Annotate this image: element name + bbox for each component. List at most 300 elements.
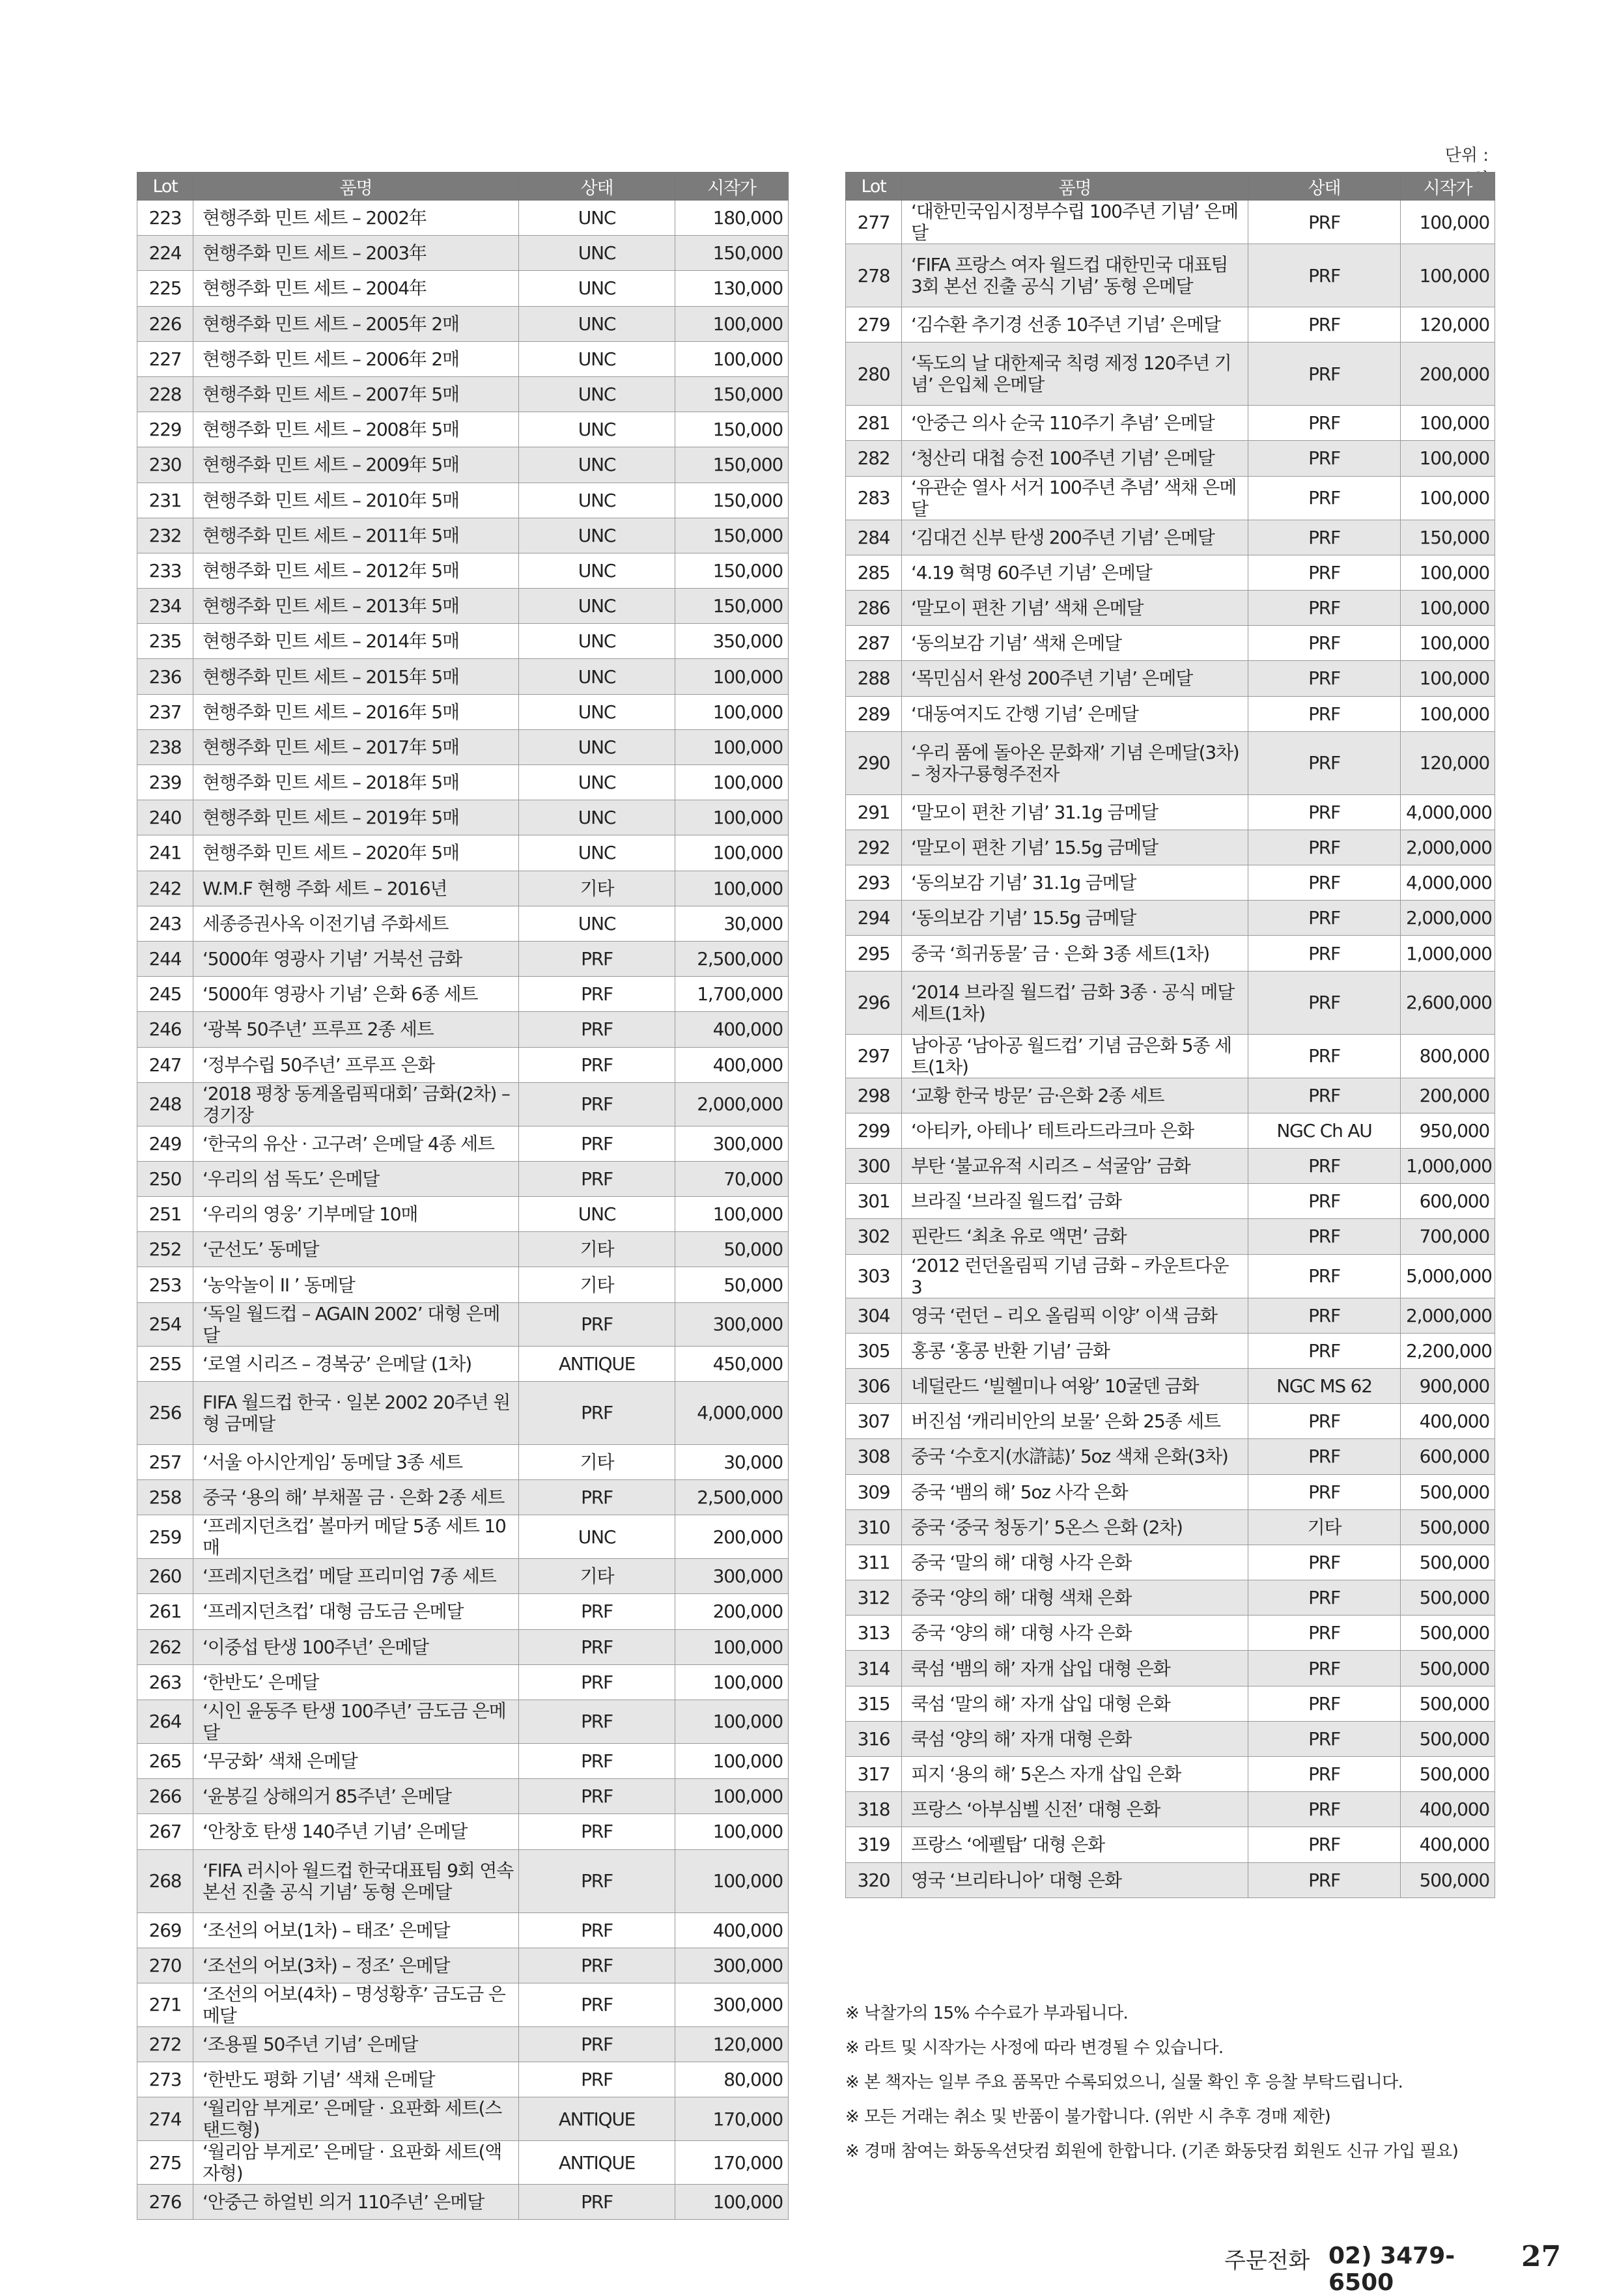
status-cell: PRF bbox=[1248, 1404, 1401, 1439]
table-row bbox=[137, 1849, 789, 1912]
name-cell: 중국 ‘말의 해’ 대형 사각 은화 bbox=[902, 1545, 1248, 1580]
table-row bbox=[137, 201, 789, 236]
table-row bbox=[137, 2026, 789, 2062]
table-row bbox=[137, 376, 789, 412]
lot-cell: 242 bbox=[137, 871, 193, 906]
table-row bbox=[137, 1700, 789, 1743]
status-cell: UNC bbox=[519, 518, 675, 553]
table-row bbox=[137, 483, 789, 518]
lot-cell: 246 bbox=[137, 1012, 193, 1047]
name-cell: 현행주화 민트 세트 – 2005年 2매 bbox=[193, 306, 519, 341]
lot-cell: 314 bbox=[846, 1651, 902, 1686]
status-cell: PRF bbox=[1248, 520, 1401, 555]
name-cell: ‘광복 50주년’ 프루프 2종 세트 bbox=[193, 1012, 519, 1047]
table-row bbox=[846, 1149, 1495, 1184]
table-row bbox=[846, 626, 1495, 661]
lot-rows-left bbox=[137, 201, 789, 2220]
price-cell: 100,000 bbox=[675, 1629, 789, 1664]
status-cell: PRF bbox=[519, 1302, 675, 1346]
price-cell: 150,000 bbox=[675, 236, 789, 271]
status-cell: UNC bbox=[519, 624, 675, 659]
lot-cell: 285 bbox=[846, 555, 902, 590]
name-cell: ‘시인 윤동주 탄생 100주년’ 금도금 은메달 bbox=[193, 1700, 519, 1743]
price-cell: 100,000 bbox=[675, 871, 789, 906]
table-header bbox=[137, 173, 789, 201]
table-row bbox=[137, 341, 789, 376]
status-cell: PRF bbox=[1248, 626, 1401, 661]
name-cell: 현행주화 민트 세트 – 2012年 5매 bbox=[193, 553, 519, 588]
lot-cell: 269 bbox=[137, 1912, 193, 1948]
table-row bbox=[137, 2141, 789, 2185]
name-cell: ‘동의보감 기념’ 색채 은메달 bbox=[902, 626, 1248, 661]
lot-cell: 297 bbox=[846, 1034, 902, 1078]
name-cell: ‘안중근 하얼빈 의거 110주년’ 은메달 bbox=[193, 2185, 519, 2220]
lot-cell: 307 bbox=[846, 1404, 902, 1439]
table-row bbox=[846, 1792, 1495, 1827]
header-status: 상태 bbox=[519, 173, 675, 201]
status-cell: UNC bbox=[519, 447, 675, 483]
status-cell: ANTIQUE bbox=[519, 2141, 675, 2185]
price-cell: 180,000 bbox=[675, 201, 789, 236]
price-cell: 100,000 bbox=[675, 1743, 789, 1778]
name-cell: 세종증권사옥 이전기념 주화세트 bbox=[193, 906, 519, 941]
name-cell: ‘프레지던츠컵’ 메달 프리미엄 7종 세트 bbox=[193, 1559, 519, 1594]
table-row bbox=[137, 871, 789, 906]
price-cell: 100,000 bbox=[675, 659, 789, 694]
lot-cell: 306 bbox=[846, 1368, 902, 1403]
name-cell: 중국 ‘양의 해’ 대형 색채 은화 bbox=[902, 1580, 1248, 1616]
lot-cell: 258 bbox=[137, 1480, 193, 1515]
name-cell: ‘4.19 혁명 60주년 기념’ 은메달 bbox=[902, 555, 1248, 590]
price-cell: 200,000 bbox=[675, 1594, 789, 1629]
price-cell: 100,000 bbox=[675, 800, 789, 835]
status-cell: PRF bbox=[1248, 1219, 1401, 1254]
status-cell: UNC bbox=[519, 271, 675, 306]
table-row bbox=[846, 1545, 1495, 1580]
lot-cell: 263 bbox=[137, 1664, 193, 1700]
status-cell: PRF bbox=[519, 941, 675, 976]
price-cell: 1,000,000 bbox=[1401, 1149, 1495, 1184]
lot-cell: 301 bbox=[846, 1184, 902, 1219]
price-cell: 600,000 bbox=[1401, 1439, 1495, 1474]
name-cell: ‘조선의 어보(1차) – 태조’ 은메달 bbox=[193, 1912, 519, 1948]
table-row bbox=[846, 1616, 1495, 1651]
lot-cell: 224 bbox=[137, 236, 193, 271]
price-cell: 30,000 bbox=[675, 906, 789, 941]
status-cell: PRF bbox=[519, 1629, 675, 1664]
header-price: 시작가 bbox=[1401, 173, 1495, 201]
status-cell: PRF bbox=[519, 1948, 675, 1983]
lot-cell: 254 bbox=[137, 1302, 193, 1346]
price-cell: 500,000 bbox=[1401, 1686, 1495, 1721]
price-cell: 400,000 bbox=[675, 1912, 789, 1948]
name-cell: 네덜란드 ‘빌헬미나 여왕’ 10굴덴 금화 bbox=[902, 1368, 1248, 1403]
name-cell: 영국 ‘런던 – 리오 올림픽 이양’ 이색 금화 bbox=[902, 1298, 1248, 1333]
table-row bbox=[137, 1664, 789, 1700]
lot-cell: 232 bbox=[137, 518, 193, 553]
price-cell: 100,000 bbox=[1401, 406, 1495, 441]
table-row bbox=[137, 1346, 789, 1381]
status-cell: PRF bbox=[519, 2185, 675, 2220]
name-cell: 프랑스 ‘에펠탑’ 대형 은화 bbox=[902, 1827, 1248, 1862]
lot-cell: 312 bbox=[846, 1580, 902, 1616]
lot-cell: 243 bbox=[137, 906, 193, 941]
status-cell: PRF bbox=[519, 1480, 675, 1515]
lot-cell: 226 bbox=[137, 306, 193, 341]
table-row bbox=[846, 1333, 1495, 1368]
name-cell: ‘한국의 유산 · 고구려’ 은메달 4종 세트 bbox=[193, 1126, 519, 1161]
status-cell: PRF bbox=[1248, 1580, 1401, 1616]
name-cell: ‘2018 평창 동계올림픽대회’ 금화(2차) – 경기장 bbox=[193, 1082, 519, 1126]
price-cell: 100,000 bbox=[1401, 626, 1495, 661]
status-cell: PRF bbox=[519, 1161, 675, 1196]
table-row bbox=[137, 977, 789, 1012]
table-row bbox=[846, 661, 1495, 696]
table-row bbox=[137, 518, 789, 553]
table-row bbox=[846, 1474, 1495, 1509]
status-cell: PRF bbox=[1248, 244, 1401, 307]
table-row bbox=[137, 1912, 789, 1948]
lot-cell: 294 bbox=[846, 901, 902, 936]
name-cell: ‘FIFA 러시아 월드컵 한국대표팀 9회 연속 본선 진출 공식 기념’ 동형 은메달 bbox=[193, 1849, 519, 1912]
status-cell: 기타 bbox=[519, 1559, 675, 1594]
status-cell: PRF bbox=[519, 2062, 675, 2097]
lot-cell: 274 bbox=[137, 2097, 193, 2141]
status-cell: 기타 bbox=[519, 1444, 675, 1479]
status-cell: PRF bbox=[519, 1012, 675, 1047]
name-cell: ‘한반도 평화 기념’ 색채 은메달 bbox=[193, 2062, 519, 2097]
lot-table-left bbox=[137, 172, 789, 2220]
notes bbox=[845, 1996, 1503, 2169]
table-row bbox=[137, 1948, 789, 1983]
price-cell: 400,000 bbox=[1401, 1792, 1495, 1827]
lot-cell: 251 bbox=[137, 1197, 193, 1232]
price-cell: 150,000 bbox=[675, 483, 789, 518]
name-cell: ‘윤봉길 상해의거 85주년’ 은메달 bbox=[193, 1779, 519, 1814]
status-cell: 기타 bbox=[519, 871, 675, 906]
lot-cell: 303 bbox=[846, 1254, 902, 1298]
price-cell: 150,000 bbox=[675, 412, 789, 447]
name-cell: 영국 ‘브리타니아’ 대형 은화 bbox=[902, 1862, 1248, 1897]
price-cell: 2,000,000 bbox=[1401, 901, 1495, 936]
lot-cell: 249 bbox=[137, 1126, 193, 1161]
lot-cell: 240 bbox=[137, 800, 193, 835]
status-cell: PRF bbox=[1248, 865, 1401, 901]
status-cell: PRF bbox=[519, 1983, 675, 2026]
price-cell: 700,000 bbox=[1401, 1219, 1495, 1254]
name-cell: ‘청산리 대첩 승전 100주년 기념’ 은메달 bbox=[902, 441, 1248, 476]
lot-cell: 262 bbox=[137, 1629, 193, 1664]
lot-cell: 235 bbox=[137, 624, 193, 659]
name-cell: 버진섬 ‘캐리비안의 보물’ 은화 25종 세트 bbox=[902, 1404, 1248, 1439]
status-cell: UNC bbox=[519, 800, 675, 835]
name-cell: ‘김대건 신부 탄생 200주년 기념’ 은메달 bbox=[902, 520, 1248, 555]
status-cell: UNC bbox=[519, 341, 675, 376]
name-cell: ‘독도의 날 대한제국 칙령 제정 120주년 기념’ 은입체 은메달 bbox=[902, 343, 1248, 406]
status-cell: PRF bbox=[1248, 1184, 1401, 1219]
status-cell: PRF bbox=[1248, 901, 1401, 936]
status-cell: PRF bbox=[1248, 1862, 1401, 1897]
lot-cell: 231 bbox=[137, 483, 193, 518]
table-row bbox=[137, 1814, 789, 1849]
table-row bbox=[846, 971, 1495, 1034]
table-row bbox=[137, 659, 789, 694]
status-cell: PRF bbox=[1248, 1616, 1401, 1651]
table-row bbox=[137, 1267, 789, 1302]
lot-cell: 250 bbox=[137, 1161, 193, 1196]
note-item: ※ 모든 거래는 취소 및 반품이 불가합니다. (위반 시 추후 경매 제한) bbox=[845, 2107, 1331, 2127]
name-cell: ‘정부수립 50주년’ 프루프 은화 bbox=[193, 1047, 519, 1082]
lot-cell: 268 bbox=[137, 1849, 193, 1912]
price-cell: 500,000 bbox=[1401, 1580, 1495, 1616]
name-cell: ‘조선의 어보(3차) – 정조’ 은메달 bbox=[193, 1948, 519, 1983]
price-cell: 100,000 bbox=[675, 341, 789, 376]
status-cell: PRF bbox=[1248, 1439, 1401, 1474]
header-name: 품명 bbox=[193, 173, 519, 201]
table-row bbox=[137, 835, 789, 871]
lot-cell: 230 bbox=[137, 447, 193, 483]
lot-cell: 234 bbox=[137, 589, 193, 624]
status-cell: PRF bbox=[519, 1381, 675, 1444]
status-cell: 기타 bbox=[519, 1267, 675, 1302]
name-cell: 남아공 ‘남아공 월드컵’ 기념 금은화 5종 세트(1차) bbox=[902, 1034, 1248, 1078]
name-cell: 현행주화 민트 세트 – 2017年 5매 bbox=[193, 729, 519, 764]
status-cell: UNC bbox=[519, 694, 675, 729]
lot-cell: 244 bbox=[137, 941, 193, 976]
table-row bbox=[846, 476, 1495, 520]
name-cell: 중국 ‘수호지(水滸誌)’ 5oz 색채 은화(3차) bbox=[902, 1439, 1248, 1474]
status-cell: PRF bbox=[1248, 590, 1401, 625]
table-row bbox=[846, 1034, 1495, 1078]
lot-cell: 282 bbox=[846, 441, 902, 476]
price-cell: 2,500,000 bbox=[675, 1480, 789, 1515]
name-cell: 피지 ‘용의 해’ 5온스 자개 삽입 은화 bbox=[902, 1757, 1248, 1792]
name-cell: ‘프레지던츠컵’ 대형 금도금 은메달 bbox=[193, 1594, 519, 1629]
name-cell: 쿡섬 ‘말의 해’ 자개 삽입 대형 은화 bbox=[902, 1686, 1248, 1721]
price-cell: 170,000 bbox=[675, 2141, 789, 2185]
table-row bbox=[846, 1254, 1495, 1298]
price-cell: 300,000 bbox=[675, 1559, 789, 1594]
name-cell: 현행주화 민트 세트 – 2018年 5매 bbox=[193, 765, 519, 800]
name-cell: ‘대동여지도 간행 기념’ 은메달 bbox=[902, 696, 1248, 731]
price-cell: 100,000 bbox=[675, 1700, 789, 1743]
name-cell: ‘무궁화’ 색채 은메달 bbox=[193, 1743, 519, 1778]
name-cell: ‘5000年 영광사 기념’ 거북선 금화 bbox=[193, 941, 519, 976]
name-cell: ‘안중근 의사 순국 110주기 추념’ 은메달 bbox=[902, 406, 1248, 441]
lot-cell: 228 bbox=[137, 376, 193, 412]
price-cell: 2,000,000 bbox=[1401, 1298, 1495, 1333]
price-cell: 500,000 bbox=[1401, 1616, 1495, 1651]
table-row bbox=[137, 1047, 789, 1082]
price-cell: 100,000 bbox=[675, 1814, 789, 1849]
table-row bbox=[137, 1381, 789, 1444]
header-status: 상태 bbox=[1248, 173, 1401, 201]
status-cell: UNC bbox=[519, 553, 675, 588]
status-cell: PRF bbox=[1248, 1333, 1401, 1368]
lot-cell: 302 bbox=[846, 1219, 902, 1254]
status-cell: PRF bbox=[1248, 731, 1401, 794]
price-cell: 100,000 bbox=[1401, 244, 1495, 307]
name-cell: ‘서울 아시안게임’ 동메달 3종 세트 bbox=[193, 1444, 519, 1479]
lot-cell: 260 bbox=[137, 1559, 193, 1594]
price-cell: 950,000 bbox=[1401, 1113, 1495, 1148]
price-cell: 500,000 bbox=[1401, 1474, 1495, 1509]
name-cell: ‘조선의 어보(4차) – 명성황후’ 금도금 은메달 bbox=[193, 1983, 519, 2026]
price-cell: 300,000 bbox=[675, 1948, 789, 1983]
status-cell: UNC bbox=[519, 236, 675, 271]
status-cell: UNC bbox=[519, 906, 675, 941]
lot-cell: 308 bbox=[846, 1439, 902, 1474]
table-row bbox=[137, 624, 789, 659]
table-row bbox=[137, 306, 789, 341]
price-cell: 450,000 bbox=[675, 1346, 789, 1381]
lot-cell: 290 bbox=[846, 731, 902, 794]
table-row bbox=[846, 1651, 1495, 1686]
name-cell: 중국 ‘중국 청동기’ 5온스 은화 (2차) bbox=[902, 1509, 1248, 1545]
lot-cell: 259 bbox=[137, 1515, 193, 1559]
price-cell: 130,000 bbox=[675, 271, 789, 306]
name-cell: 현행주화 민트 세트 – 2006年 2매 bbox=[193, 341, 519, 376]
lot-cell: 283 bbox=[846, 476, 902, 520]
table-row bbox=[137, 1779, 789, 1814]
header-lot: Lot bbox=[846, 173, 902, 201]
status-cell: PRF bbox=[1248, 1757, 1401, 1792]
name-cell: 현행주화 민트 세트 – 2020年 5매 bbox=[193, 835, 519, 871]
price-cell: 2,200,000 bbox=[1401, 1333, 1495, 1368]
price-cell: 2,600,000 bbox=[1401, 971, 1495, 1034]
status-cell: PRF bbox=[519, 1779, 675, 1814]
name-cell: ‘2014 브라질 월드컵’ 금화 3종 · 공식 메달 세트(1차) bbox=[902, 971, 1248, 1034]
lot-cell: 289 bbox=[846, 696, 902, 731]
table-row bbox=[846, 590, 1495, 625]
name-cell: ‘목민심서 완성 200주년 기념’ 은메달 bbox=[902, 661, 1248, 696]
price-cell: 1,000,000 bbox=[1401, 936, 1495, 971]
lot-cell: 256 bbox=[137, 1381, 193, 1444]
price-cell: 300,000 bbox=[675, 1302, 789, 1346]
lot-cell: 239 bbox=[137, 765, 193, 800]
name-cell: ‘월리암 부게로’ 은메달 · 요판화 세트(액자형) bbox=[193, 2141, 519, 2185]
table-row bbox=[137, 1559, 789, 1594]
name-cell: 핀란드 ‘최초 유로 액면’ 금화 bbox=[902, 1219, 1248, 1254]
name-cell: ‘김수환 추기경 선종 10주년 기념’ 은메달 bbox=[902, 307, 1248, 343]
lot-cell: 309 bbox=[846, 1474, 902, 1509]
name-cell: ‘우리 품에 돌아온 문화재’ 기념 은메달(3차) – 청자구룡형주전자 bbox=[902, 731, 1248, 794]
lot-cell: 229 bbox=[137, 412, 193, 447]
phone-label: 주문전화 bbox=[1224, 2248, 1310, 2274]
lot-cell: 241 bbox=[137, 835, 193, 871]
lot-cell: 291 bbox=[846, 794, 902, 830]
name-cell: 중국 ‘희귀동물’ 금 · 은화 3종 세트(1차) bbox=[902, 936, 1248, 971]
lot-cell: 300 bbox=[846, 1149, 902, 1184]
status-cell: PRF bbox=[1248, 1254, 1401, 1298]
status-cell: PRF bbox=[1248, 1149, 1401, 1184]
name-cell: 현행주화 민트 세트 – 2004年 bbox=[193, 271, 519, 306]
name-cell: ‘안창호 탄생 140주년 기념’ 은메달 bbox=[193, 1814, 519, 1849]
price-cell: 150,000 bbox=[675, 447, 789, 483]
status-cell: PRF bbox=[519, 1849, 675, 1912]
name-cell: 현행주화 민트 세트 – 2019年 5매 bbox=[193, 800, 519, 835]
name-cell: ‘우리의 섬 독도’ 은메달 bbox=[193, 1161, 519, 1196]
name-cell: ‘이중섭 탄생 100주년’ 은메달 bbox=[193, 1629, 519, 1664]
note-item: ※ 라트 및 시작가는 사정에 따라 변경될 수 있습니다. bbox=[845, 2038, 1224, 2058]
price-cell: 50,000 bbox=[675, 1232, 789, 1267]
price-cell: 50,000 bbox=[675, 1267, 789, 1302]
table-row bbox=[846, 201, 1495, 244]
name-cell: ‘5000年 영광사 기념’ 은화 6종 세트 bbox=[193, 977, 519, 1012]
table-row bbox=[846, 441, 1495, 476]
status-cell: UNC bbox=[519, 729, 675, 764]
lot-cell: 305 bbox=[846, 1333, 902, 1368]
price-cell: 600,000 bbox=[1401, 1184, 1495, 1219]
table-row bbox=[846, 1439, 1495, 1474]
table-row bbox=[137, 2097, 789, 2141]
price-cell: 100,000 bbox=[675, 1197, 789, 1232]
table-row bbox=[846, 555, 1495, 590]
lot-cell: 225 bbox=[137, 271, 193, 306]
note-item: ※ 경매 참여는 화동옥션닷컴 회원에 한합니다. (기존 화동닷컴 회원도 신규 가입 필요) bbox=[845, 2142, 1459, 2161]
lot-cell: 223 bbox=[137, 201, 193, 236]
price-cell: 200,000 bbox=[1401, 343, 1495, 406]
status-cell: PRF bbox=[1248, 476, 1401, 520]
table-row bbox=[137, 2185, 789, 2220]
price-cell: 100,000 bbox=[675, 1664, 789, 1700]
table-row bbox=[846, 1721, 1495, 1756]
price-cell: 100,000 bbox=[1401, 476, 1495, 520]
price-cell: 170,000 bbox=[675, 2097, 789, 2141]
table-row bbox=[846, 343, 1495, 406]
price-cell: 100,000 bbox=[675, 1849, 789, 1912]
table-row bbox=[846, 794, 1495, 830]
price-cell: 4,000,000 bbox=[1401, 865, 1495, 901]
table-row bbox=[846, 1580, 1495, 1616]
name-cell: 현행주화 민트 세트 – 2011年 5매 bbox=[193, 518, 519, 553]
table-row bbox=[846, 901, 1495, 936]
status-cell: UNC bbox=[519, 306, 675, 341]
name-cell: ‘독일 월드컵 – AGAIN 2002’ 대형 은메달 bbox=[193, 1302, 519, 1346]
table-row bbox=[846, 307, 1495, 343]
table-row bbox=[137, 1983, 789, 2026]
name-cell: 현행주화 민트 세트 – 2010年 5매 bbox=[193, 483, 519, 518]
status-cell: PRF bbox=[519, 1912, 675, 1948]
price-cell: 500,000 bbox=[1401, 1862, 1495, 1897]
status-cell: PRF bbox=[1248, 555, 1401, 590]
name-cell: 프랑스 ‘아부심벨 신전’ 대형 은화 bbox=[902, 1792, 1248, 1827]
name-cell: ‘한반도’ 은메달 bbox=[193, 1664, 519, 1700]
name-cell: ‘대한민국임시정부수립 100주년 기념’ 은메달 bbox=[902, 201, 1248, 244]
lot-cell: 248 bbox=[137, 1082, 193, 1126]
name-cell: ‘교황 한국 방문’ 금·은화 2종 세트 bbox=[902, 1078, 1248, 1113]
name-cell: ‘말모이 편찬 기념’ 31.1g 금메달 bbox=[902, 794, 1248, 830]
table-row bbox=[846, 406, 1495, 441]
name-cell: 현행주화 민트 세트 – 2007年 5매 bbox=[193, 376, 519, 412]
lot-cell: 287 bbox=[846, 626, 902, 661]
lot-cell: 279 bbox=[846, 307, 902, 343]
price-cell: 500,000 bbox=[1401, 1545, 1495, 1580]
lot-cell: 296 bbox=[846, 971, 902, 1034]
lot-cell: 267 bbox=[137, 1814, 193, 1849]
status-cell: PRF bbox=[1248, 1651, 1401, 1686]
table-row bbox=[137, 941, 789, 976]
lot-cell: 273 bbox=[137, 2062, 193, 2097]
lot-cell: 275 bbox=[137, 2141, 193, 2185]
name-cell: 현행주화 민트 세트 – 2013年 5매 bbox=[193, 589, 519, 624]
price-cell: 150,000 bbox=[675, 376, 789, 412]
price-cell: 2,000,000 bbox=[675, 1082, 789, 1126]
lot-cell: 238 bbox=[137, 729, 193, 764]
lot-cell: 236 bbox=[137, 659, 193, 694]
header-lot: Lot bbox=[137, 173, 193, 201]
status-cell: PRF bbox=[1248, 661, 1401, 696]
